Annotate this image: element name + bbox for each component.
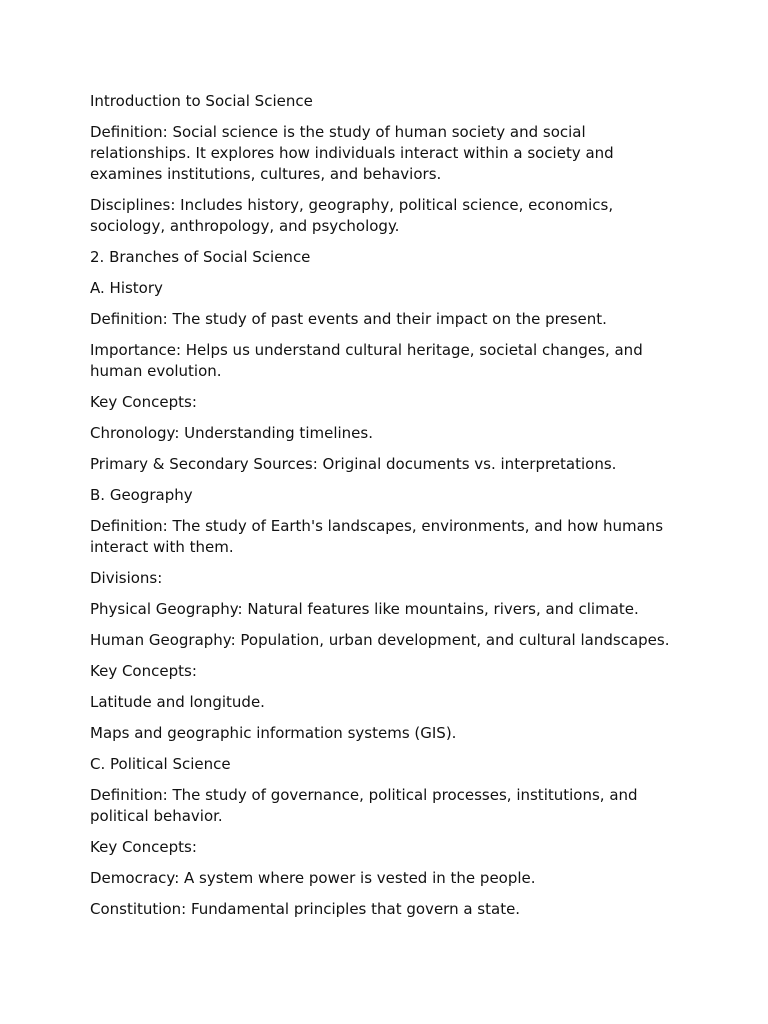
paragraph-human-geography: Human Geography: Population, urban development, and cultural landscapes. xyxy=(90,631,670,649)
paragraph-constitution: Constitution: Fundamental principles that govern a state. xyxy=(90,900,521,918)
paragraph-physical-geography: Physical Geography: Natural features like mountains, rivers, and climate. xyxy=(90,600,639,618)
section-heading-branches: 2. Branches of Social Science xyxy=(90,248,311,266)
paragraph-history-definition: Definition: The study of past events and their impact on the present. xyxy=(90,310,607,328)
label-geography-key-concepts: Key Concepts: xyxy=(90,662,197,680)
paragraph-latitude: Latitude and longitude. xyxy=(90,693,265,711)
paragraph-maps-gis: Maps and geographic information systems (GIS). xyxy=(90,724,457,742)
paragraph-democracy: Democracy: A system where power is vested in the people. xyxy=(90,869,536,887)
paragraph-disciplines: Disciplines: Includes history, geography, political science, economics, sociology, anthropology, and psychology. xyxy=(90,196,614,235)
label-history-key-concepts: Key Concepts: xyxy=(90,393,197,411)
document-page xyxy=(90,91,690,930)
paragraph-chronology: Chronology: Understanding timelines. xyxy=(90,424,373,442)
paragraph-definition: Definition: Social science is the study of human society and social relationships. It explores how individuals interact within a society and examines institutions, cultures, and behaviors. xyxy=(90,123,614,183)
document-title: Introduction to Social Science xyxy=(90,92,313,110)
paragraph-geography-definition: Definition: The study of Earth's landscapes, environments, and how humans interact with them. xyxy=(90,517,664,556)
subsection-heading-history: A. History xyxy=(90,279,163,297)
paragraph-history-importance: Importance: Helps us understand cultural heritage, societal changes, and human evolution. xyxy=(90,341,643,380)
subsection-heading-political-science: C. Political Science xyxy=(90,755,231,773)
label-divisions: Divisions: xyxy=(90,569,163,587)
label-political-key-concepts: Key Concepts: xyxy=(90,838,197,856)
subsection-heading-geography: B. Geography xyxy=(90,486,193,504)
paragraph-political-definition: Definition: The study of governance, political processes, institutions, and political behavior. xyxy=(90,786,638,825)
paragraph-sources: Primary & Secondary Sources: Original documents vs. interpretations. xyxy=(90,455,617,473)
